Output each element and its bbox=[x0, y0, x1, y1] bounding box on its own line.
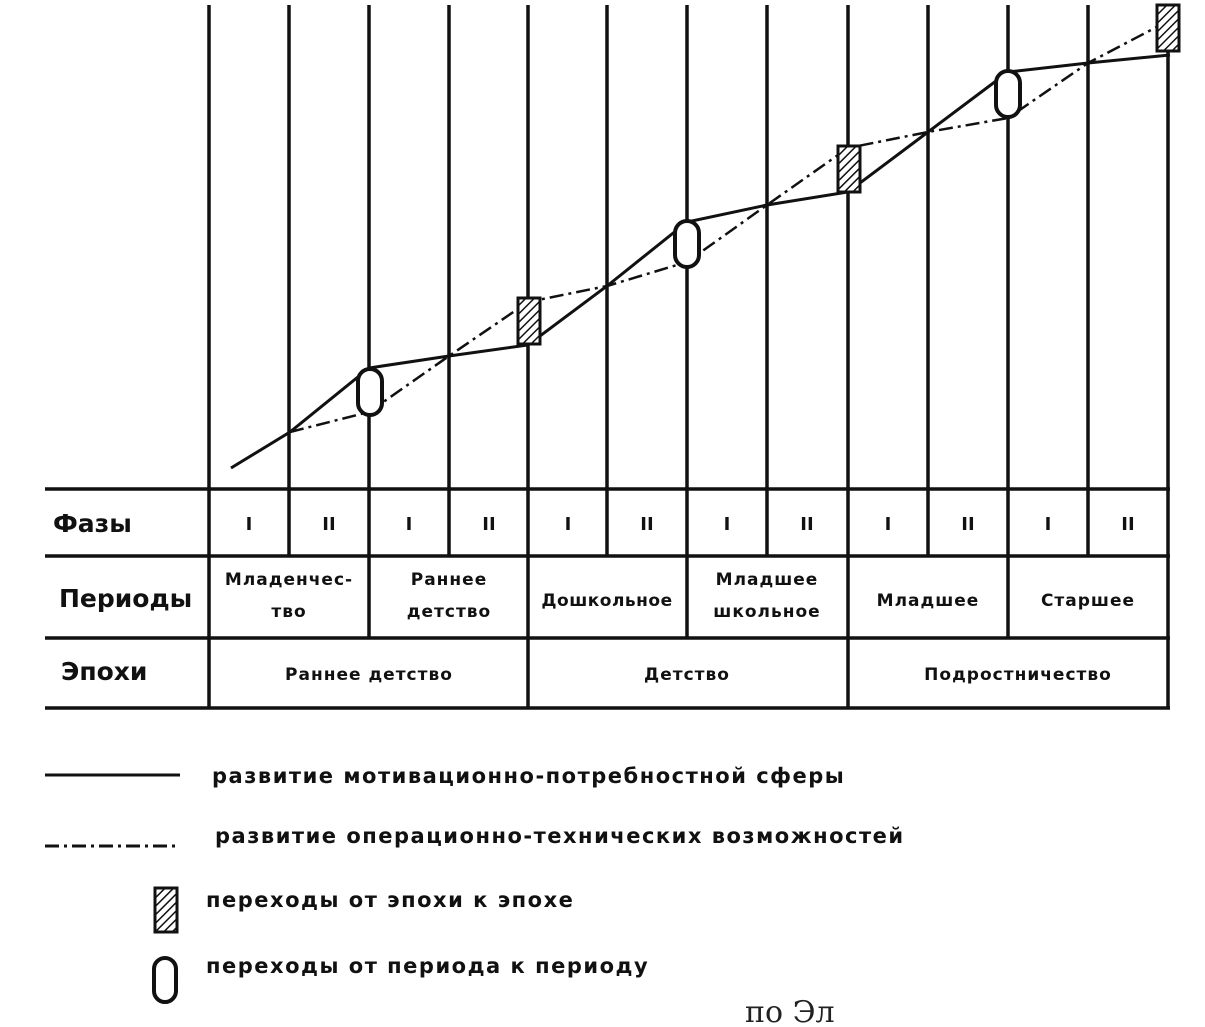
handwritten-note: по Эл bbox=[745, 995, 835, 1027]
period-transition-marker bbox=[996, 71, 1020, 117]
period-cell: детство bbox=[406, 602, 492, 622]
phase-cell: I bbox=[564, 514, 572, 535]
vertical-grid bbox=[209, 5, 1168, 708]
legend-oval-label: переходы от периода к периоду bbox=[206, 954, 650, 978]
phase-cell: I bbox=[1044, 514, 1052, 535]
period-cell: тво bbox=[271, 602, 307, 622]
legend-hatched-marker bbox=[155, 888, 177, 932]
phase-cell: II bbox=[1121, 514, 1135, 535]
epoch-transition-marker bbox=[1157, 5, 1179, 51]
phase-cell: II bbox=[961, 514, 975, 535]
epoch-transition-marker bbox=[518, 298, 540, 344]
phase-cell: I bbox=[884, 514, 892, 535]
phase-cell: I bbox=[405, 514, 413, 535]
phase-cell: II bbox=[482, 514, 496, 535]
phase-row bbox=[246, 514, 1135, 535]
period-cell: Младшее bbox=[715, 570, 819, 590]
phase-cell: I bbox=[245, 514, 253, 535]
epoch-cell: Подростничество bbox=[924, 665, 1112, 685]
period-transition-marker bbox=[358, 369, 382, 415]
period-cell: Младшее bbox=[876, 591, 980, 611]
epoch-cell: Раннее детство bbox=[285, 665, 453, 685]
period-cell: Младенчес- bbox=[224, 570, 354, 590]
period-cell: школьное bbox=[713, 602, 821, 622]
epoch-cell: Детство bbox=[644, 665, 730, 685]
phase-cell: II bbox=[640, 514, 654, 535]
period-row bbox=[225, 570, 1135, 622]
legend bbox=[45, 764, 905, 1002]
legend-solid-line-label: развитие мотивационно-потребностной сферы bbox=[212, 764, 846, 788]
period-cell: Раннее bbox=[410, 570, 488, 590]
phase-cell: II bbox=[800, 514, 814, 535]
row-label-periods: Периоды bbox=[59, 584, 193, 613]
legend-hatched-label: переходы от эпохи к эпохе bbox=[206, 888, 575, 912]
operational-technical-curve bbox=[290, 20, 1170, 432]
period-cell: Старшее bbox=[1040, 591, 1136, 611]
legend-oval-marker bbox=[154, 958, 176, 1002]
phase-cell: I bbox=[723, 514, 731, 535]
legend-dashdot-line-label: развитие операционно-технических возможностей bbox=[215, 824, 905, 848]
period-cell: Дошкольное bbox=[541, 591, 673, 611]
row-label-epochs: Эпохи bbox=[61, 657, 148, 686]
epoch-row bbox=[285, 665, 1112, 685]
epoch-transition-marker bbox=[838, 146, 860, 192]
period-transition-marker bbox=[675, 221, 699, 267]
phase-cell: II bbox=[322, 514, 336, 535]
row-label-phases: Фазы bbox=[53, 509, 132, 538]
